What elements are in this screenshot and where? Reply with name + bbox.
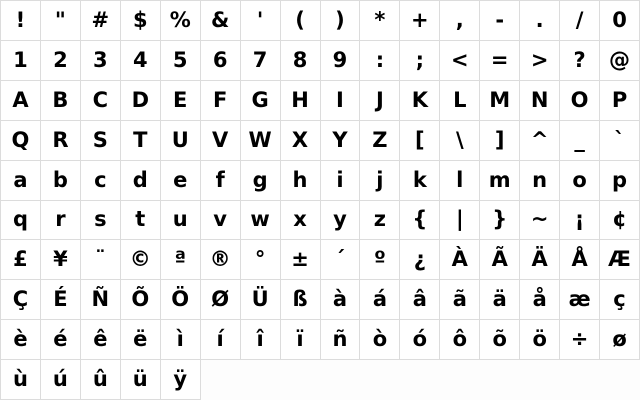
glyph-cell: Q <box>1 121 41 161</box>
glyph-cell: Õ <box>121 280 161 320</box>
glyph-cell: I <box>321 81 361 121</box>
glyph-cell: Ç <box>1 280 41 320</box>
glyph-row <box>1 41 640 81</box>
glyph-cell: ( <box>281 1 321 41</box>
glyph-cell: v <box>201 201 241 241</box>
glyph-cell: £ <box>1 240 41 280</box>
glyph-cell: ¥ <box>41 240 81 280</box>
glyph-cell: k <box>400 161 440 201</box>
glyph-cell: ? <box>560 41 600 81</box>
glyph-cell: ô <box>440 320 480 360</box>
glyph-cell: " <box>41 1 81 41</box>
glyph-cell: Ø <box>201 280 241 320</box>
glyph-cell: > <box>520 41 560 81</box>
glyph-cell: á <box>360 280 400 320</box>
glyph-cell: * <box>360 1 400 41</box>
glyph-cell: 8 <box>281 41 321 81</box>
glyph-cell: ë <box>121 320 161 360</box>
glyph-cell: e <box>161 161 201 201</box>
glyph-cell: É <box>41 280 81 320</box>
glyph-cell: < <box>440 41 480 81</box>
glyph-cell: ß <box>281 280 321 320</box>
glyph-cell: ª <box>161 240 201 280</box>
glyph-cell: ± <box>281 240 321 280</box>
glyph-cell: q <box>1 201 41 241</box>
glyph-cell: ; <box>400 41 440 81</box>
glyph-cell: h <box>281 161 321 201</box>
glyph-cell: x <box>281 201 321 241</box>
glyph-cell: í <box>201 320 241 360</box>
glyph-cell: M <box>480 81 520 121</box>
glyph-cell: ñ <box>321 320 361 360</box>
glyph-cell: 9 <box>321 41 361 81</box>
glyph-cell: õ <box>480 320 520 360</box>
glyph-cell: © <box>121 240 161 280</box>
glyph-cell: _ <box>560 121 600 161</box>
glyph-cell: Y <box>321 121 361 161</box>
glyph-cell: g <box>241 161 281 201</box>
glyph-cell: & <box>201 1 241 41</box>
glyph-cell: ì <box>161 320 201 360</box>
glyph-cell: \ <box>440 121 480 161</box>
glyph-cell: l <box>440 161 480 201</box>
glyph-cell: T <box>121 121 161 161</box>
glyph-row <box>1 121 640 161</box>
glyph-cell: ® <box>201 240 241 280</box>
glyph-cell: u <box>161 201 201 241</box>
glyph-cell: 1 <box>1 41 41 81</box>
glyph-cell: ° <box>241 240 281 280</box>
glyph-cell: ¢ <box>600 201 640 241</box>
glyph-cell: î <box>241 320 281 360</box>
glyph-cell: o <box>560 161 600 201</box>
glyph-cell: ç <box>600 280 640 320</box>
glyph-cell: 5 <box>161 41 201 81</box>
glyph-row <box>1 240 640 280</box>
glyph-cell: - <box>480 1 520 41</box>
glyph-cell: Ã <box>480 240 520 280</box>
glyph-cell: i <box>321 161 361 201</box>
glyph-cell: U <box>161 121 201 161</box>
glyph-cell: A <box>1 81 41 121</box>
glyph-cell: Ö <box>161 280 201 320</box>
glyph-cell: P <box>600 81 640 121</box>
glyph-cell: ï <box>281 320 321 360</box>
glyph-cell: f <box>201 161 241 201</box>
glyph-cell: ö <box>520 320 560 360</box>
glyph-cell: % <box>161 1 201 41</box>
glyph-cell: R <box>41 121 81 161</box>
glyph-row <box>1 360 640 400</box>
glyph-cell: ´ <box>321 240 361 280</box>
glyph-cell: J <box>360 81 400 121</box>
glyph-cell: Ñ <box>81 280 121 320</box>
glyph-cell: : <box>360 41 400 81</box>
glyph-cell: ø <box>600 320 640 360</box>
glyph-row <box>1 280 640 320</box>
glyph-cell: r <box>41 201 81 241</box>
glyph-cell: â <box>400 280 440 320</box>
glyph-cell: º <box>360 240 400 280</box>
glyph-cell: = <box>480 41 520 81</box>
glyph-cell: [ <box>400 121 440 161</box>
glyph-cell: Æ <box>600 240 640 280</box>
glyph-cell: } <box>480 201 520 241</box>
glyph-cell: à <box>321 280 361 320</box>
glyph-cell: 0 <box>600 1 640 41</box>
glyph-cell: ¿ <box>400 240 440 280</box>
glyph-cell: û <box>81 360 121 400</box>
glyph-cell: $ <box>121 1 161 41</box>
glyph-cell: j <box>360 161 400 201</box>
glyph-cell: | <box>440 201 480 241</box>
glyph-cell: c <box>81 161 121 201</box>
glyph-cell: z <box>360 201 400 241</box>
glyph-cell: Ü <box>241 280 281 320</box>
glyph-cell: G <box>241 81 281 121</box>
glyph-cell: N <box>520 81 560 121</box>
glyph-cell: ÿ <box>161 360 201 400</box>
glyph-cell: æ <box>560 280 600 320</box>
glyph-cell: À <box>440 240 480 280</box>
glyph-cell: ~ <box>520 201 560 241</box>
glyph-cell: ) <box>321 1 361 41</box>
glyph-cell: L <box>440 81 480 121</box>
glyph-row <box>1 1 640 41</box>
glyph-cell: @ <box>600 41 640 81</box>
glyph-cell: W <box>241 121 281 161</box>
glyph-cell: / <box>560 1 600 41</box>
glyph-cell: C <box>81 81 121 121</box>
glyph-cell: 2 <box>41 41 81 81</box>
glyph-cell: + <box>400 1 440 41</box>
glyph-cell: ê <box>81 320 121 360</box>
glyph-cell: ä <box>480 280 520 320</box>
glyph-cell: ÷ <box>560 320 600 360</box>
glyph-cell: B <box>41 81 81 121</box>
glyph-cell: ` <box>600 121 640 161</box>
glyph-cell: ] <box>480 121 520 161</box>
glyph-cell: å <box>520 280 560 320</box>
glyph-cell: w <box>241 201 281 241</box>
glyph-cell: . <box>520 1 560 41</box>
glyph-cell: S <box>81 121 121 161</box>
glyph-cell: è <box>1 320 41 360</box>
glyph-row <box>1 161 640 201</box>
glyph-cell: ü <box>121 360 161 400</box>
glyph-cell: H <box>281 81 321 121</box>
glyph-cell: ó <box>400 320 440 360</box>
glyph-cell: ¡ <box>560 201 600 241</box>
glyph-cell: y <box>321 201 361 241</box>
glyph-cell: ò <box>360 320 400 360</box>
glyph-cell: X <box>281 121 321 161</box>
glyph-cell: ^ <box>520 121 560 161</box>
glyph-cell: Ä <box>520 240 560 280</box>
glyph-row <box>1 201 640 241</box>
glyph-cell: K <box>400 81 440 121</box>
glyph-cell: O <box>560 81 600 121</box>
glyph-cell: s <box>81 201 121 241</box>
glyph-cell: Z <box>360 121 400 161</box>
glyph-cell: 7 <box>241 41 281 81</box>
glyph-cell: D <box>121 81 161 121</box>
glyph-row <box>1 81 640 121</box>
glyph-row <box>1 320 640 360</box>
glyph-cell: a <box>1 161 41 201</box>
glyph-cell: 6 <box>201 41 241 81</box>
glyph-cell: p <box>600 161 640 201</box>
glyph-cell: F <box>201 81 241 121</box>
glyph-cell: 3 <box>81 41 121 81</box>
glyph-cell: 4 <box>121 41 161 81</box>
glyph-cell: E <box>161 81 201 121</box>
glyph-cell: Å <box>560 240 600 280</box>
glyph-cell: ¨ <box>81 240 121 280</box>
glyph-cell: , <box>440 1 480 41</box>
glyph-cell: m <box>480 161 520 201</box>
glyph-cell: # <box>81 1 121 41</box>
glyph-cell: ' <box>241 1 281 41</box>
glyph-cell: ú <box>41 360 81 400</box>
glyph-cell: b <box>41 161 81 201</box>
glyph-cell: V <box>201 121 241 161</box>
glyph-cell: n <box>520 161 560 201</box>
glyph-cell: ! <box>1 1 41 41</box>
glyph-cell: ù <box>1 360 41 400</box>
glyph-cell: t <box>121 201 161 241</box>
glyph-cell: é <box>41 320 81 360</box>
glyph-cell: { <box>400 201 440 241</box>
glyph-cell: d <box>121 161 161 201</box>
glyph-cell: ã <box>440 280 480 320</box>
